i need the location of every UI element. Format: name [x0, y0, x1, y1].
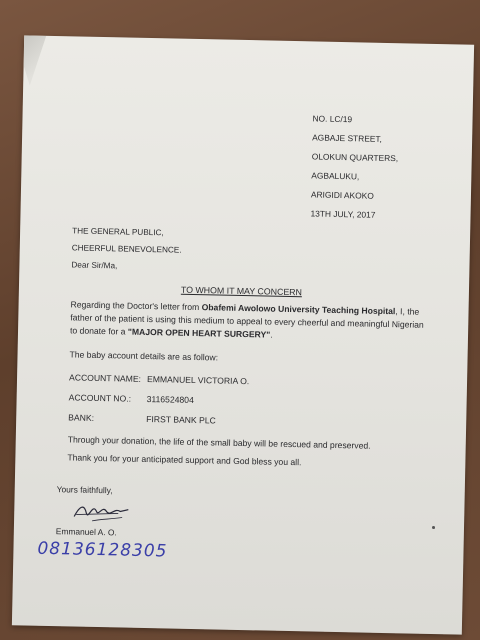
- address-line: ARIGIDI AKOKO: [310, 189, 374, 201]
- thanks-statement: Thank you for your anticipated support and God bless you all.: [67, 452, 302, 468]
- folded-corner: [23, 35, 46, 85]
- hospital-name: Obafemi Awolowo University Teaching Hospital: [201, 302, 396, 317]
- handwritten-phone-number: 08136128305: [37, 538, 168, 562]
- details-intro: The baby account details are as follow:: [69, 349, 219, 363]
- closing: Yours faithfully,: [56, 484, 113, 496]
- recipient-line: THE GENERAL PUBLIC,: [72, 226, 164, 238]
- address-line: OLOKUN QUARTERS,: [311, 151, 399, 164]
- bank-value: FIRST BANK PLC: [146, 413, 216, 426]
- address-line: AGBALUKU,: [311, 170, 360, 182]
- account-number-value: 3116524804: [146, 393, 194, 405]
- bank-row: [68, 412, 249, 436]
- body-text: .: [270, 329, 273, 340]
- account-number-label: ACCOUNT NO.:: [68, 392, 132, 404]
- handwritten-signature: [70, 498, 141, 527]
- address-line: NO. LC/19: [312, 113, 353, 125]
- account-name-label: ACCOUNT NAME:: [68, 372, 142, 384]
- body-paragraph: [70, 298, 431, 345]
- letter-page: [12, 35, 474, 634]
- donation-statement: Through your donation, the life of the small baby will be rescued and preserved.: [67, 434, 371, 451]
- letter-heading: TO WHOM IT MAY CONCERN: [180, 284, 303, 298]
- body-text: Regarding the Doctor's letter from: [70, 299, 202, 313]
- sender-address: [310, 109, 399, 225]
- account-name-value: EMMANUEL VICTORIA O.: [146, 374, 250, 387]
- recipient-block: [71, 222, 182, 275]
- bank-label: BANK:: [68, 412, 95, 423]
- account-details: [68, 372, 249, 436]
- body-text: , I, the father of the patient is using this medium to appeal to every cheerful and meaningful Nigerian to donate for a: [69, 306, 424, 337]
- signer-name: Emmanuel A. O.: [55, 526, 117, 538]
- letter-date: 13TH JULY, 2017: [310, 208, 376, 220]
- ink-dot: [432, 526, 435, 529]
- salutation: Dear Sir/Ma,: [71, 260, 118, 271]
- recipient-line: CHEERFUL BENEVOLENCE.: [71, 243, 182, 255]
- surgery-name: "MAJOR OPEN HEART SURGERY": [127, 326, 271, 340]
- address-line: AGBAJE STREET,: [312, 132, 383, 144]
